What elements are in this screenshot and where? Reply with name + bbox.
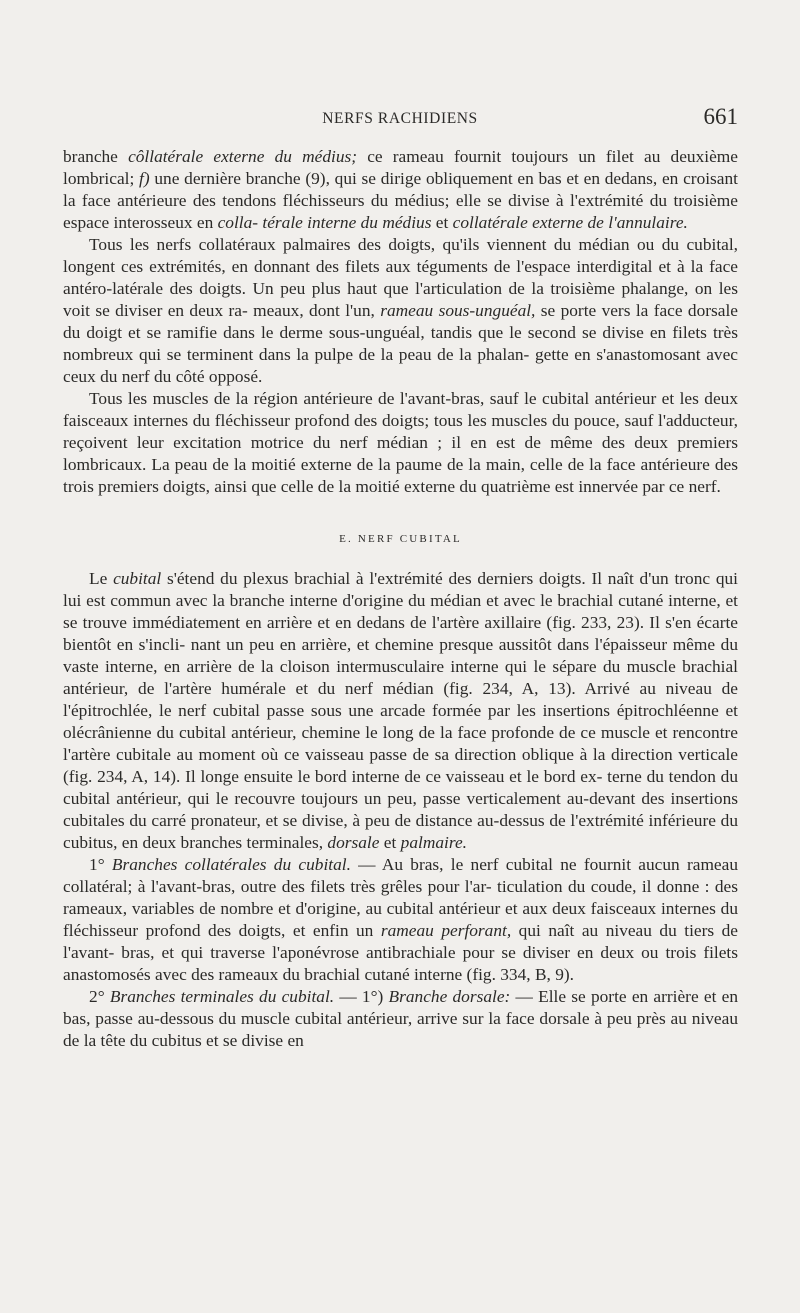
- paragraph: [63, 854, 738, 986]
- text-run: — 1°): [334, 987, 389, 1006]
- italic-term: f): [139, 169, 150, 188]
- italic-term: rameau perforant,: [380, 921, 512, 940]
- paragraph: [63, 568, 738, 854]
- italic-term: Branches collatérales du cubital.: [111, 855, 351, 874]
- text-run: qui naît au niveau du tiers de l'avant- bras, et qui traverse l'aponévrose antibrachiale pour se diviser en deux ou trois filets anastomosés avec des rameaux du brachial cutané interne (fig. 334, B, 9).: [63, 921, 738, 984]
- text-run: — Elle se porte en arrière et en bas, passe au-dessous du muscle cubital antérieur, arrive sur la face dorsale à peu près au niveau de la tête du cubitus et se divise en: [63, 987, 738, 1050]
- paragraph: [63, 388, 738, 498]
- page-header: [0, 106, 800, 136]
- italic-term: collatérale externe de l'annulaire.: [452, 213, 688, 232]
- paragraph: [63, 986, 738, 1052]
- text-run: s'étend du plexus brachial à l'extrémité des derniers doigts. Il naît d'un tronc qui lui est commun avec la branche interne d'origine du médian et avec le brachial cutané interne, et se trouve immédiatement en arrière et en dedans de l'artère axillaire (fig. 233, 23). Il s'en écarte bientôt en s'incli- nant un peu en arrière, et chemine presque aussitôt dans l'épaisseur même du vaste interne, en arrière de la cloison intermusculaire interne qui le sépare du muscle brachial antérieur, de l'artère humérale et du nerf médian (fig. 234, A, 13). Arrivé au niveau de l'épitrochlée, le nerf cubital passe sous une arcade formée par les insertions épitrochléenne et olécrânienne du cubital antérieur, chemine le long de la face profonde de ce muscle et rencontre l'artère cubitale au moment où ce vaisseau passe de sa direction oblique à la direction verticale (fig. 234, A, 14). Il longe ensuite le bord interne de ce vaisseau et le bord ex- terne du tendon du cubital antérieur, qui le recouvre toujours un peu, passe verticalement au-devant des insertions cubitales du carré pronateur, et se divise, à peu de distance au-dessus de l'extrémité inférieure du cubitus, en deux branches terminales,: [63, 569, 738, 852]
- text-run: et: [431, 213, 453, 232]
- italic-term: rameau sous-unguéal,: [380, 301, 536, 320]
- text-run: ce rameau fournit toujours un filet au deuxième lombrical;: [63, 147, 738, 188]
- italic-term: côllatérale externe du médius;: [128, 147, 358, 166]
- running-title: NERFS RACHIDIENS: [322, 110, 478, 127]
- section-heading: E. NERF CUBITAL: [339, 533, 462, 545]
- italic-term: colla- térale interne du médius: [217, 213, 432, 232]
- paragraph: [63, 234, 738, 388]
- page-number: 661: [703, 104, 738, 129]
- text-run: 2°: [89, 987, 110, 1006]
- italic-term: palmaire.: [400, 833, 467, 852]
- italic-term: cubital: [113, 569, 162, 588]
- text-run: une dernière branche (9), qui se dirige obliquement en bas et en dedans, en croisant la face antérieure des tendons fléchisseurs du médius; elle se divise à l'extrémité du troisième espace interosseux en: [63, 169, 738, 232]
- text-run: Tous les muscles de la région antérieure de l'avant-bras, sauf le cubital antérieur et les deux faisceaux internes du fléchisseur profond des doigts; tous les muscles du pouce, sauf l'adducteur, reçoivent leur excitation motrice du nerf médian ; il en est de même des deux premiers lombricaux. La peau de la moitié externe de la paume de la main, celle de la face antérieure des trois premiers doigts, ainsi que celle de la moitié externe du quatrième est innervée par ce nerf.: [63, 389, 738, 496]
- text-run: — Au bras, le nerf cubital ne fournit aucun rameau collatéral; à l'avant-bras, outre des filets très grêles pour l'ar- ticulation du coude, il donne : des rameaux, variables de nombre et d'origine, au cubital antérieur et aux deux faisceaux internes du fléchisseur profond des doigts, et enfin un: [63, 855, 738, 940]
- text-run: Tous les nerfs collatéraux palmaires des doigts, qu'ils viennent du médian ou du cubital, longent ces extrémités, en donnant des filets aux téguments de l'espace interdigital et à la face antéro-latérale des doigts. Un peu plus haut que l'articulation de la troisième phalange, on les voit se diviser en deux ra- meaux, dont l'un,: [63, 235, 738, 320]
- paragraph: [63, 146, 738, 234]
- text-run: se porte vers la face dorsale du doigt et se ramifie dans le derme sous-unguéal, tandis que le second se divise en filets très nombreux qui se terminent dans la pulpe de la peau de la phalan- gette en s'anastomosant avec ceux du nerf du côté opposé.: [63, 301, 739, 386]
- text-run: et: [379, 833, 401, 852]
- italic-term: Branches terminales du cubital.: [109, 987, 335, 1006]
- text-run: 1°: [89, 855, 112, 874]
- italic-term: Branche dorsale:: [388, 987, 511, 1006]
- body-text: [63, 146, 738, 1052]
- italic-term: dorsale: [327, 833, 380, 852]
- text-run: branche: [63, 147, 129, 166]
- text-run: Le: [89, 569, 114, 588]
